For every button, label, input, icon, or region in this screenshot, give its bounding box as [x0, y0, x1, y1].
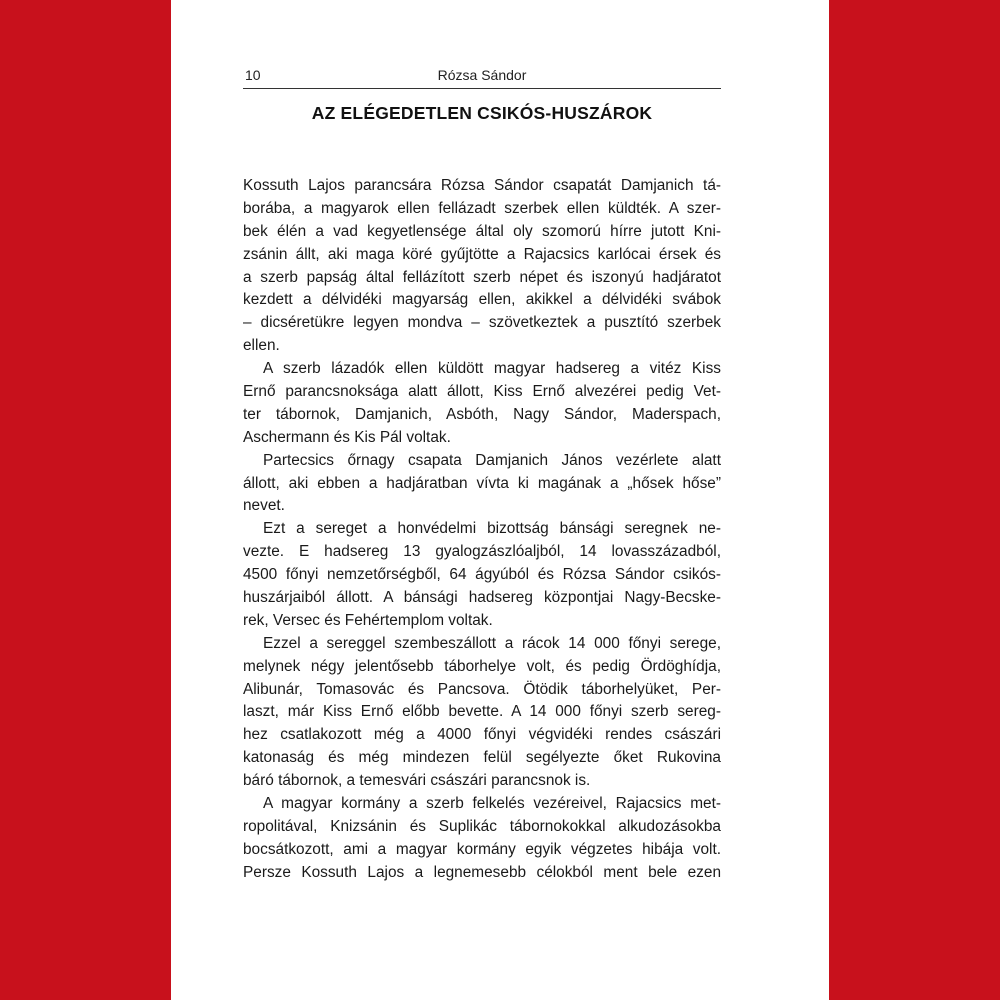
text-line: Ezzel a sereggel szembeszállott a rácok 14 000 főnyi serege, [263, 634, 721, 652]
text-line: melynek négy jelentősebb táborhelye volt, és pedig Ördöghídja, [243, 657, 721, 675]
body-text [243, 175, 721, 885]
text-line: Partecsics őrnagy csapata Damjanich János vezérlete alatt [263, 451, 721, 469]
text-line: ropolitával, Knizsánin és Suplikác tábornokokkal alkudozásokba [243, 817, 721, 835]
text-line: vezte. E hadsereg 13 gyalogzászlóaljból, 14 lovasszázadból, [243, 543, 721, 561]
book-page [171, 0, 829, 1000]
chapter-title: AZ ELÉGEDETLEN CSIKÓS-HUSZÁROK [311, 103, 653, 123]
text-line: állott, aki ebben a hadjáratban vívta ki magának a „hősek hőse” [243, 474, 721, 492]
text-line: bek élén a vad kegyetlensége által oly szomorú hírre jutott Kni- [243, 222, 721, 240]
text-line: ellen. [243, 337, 280, 355]
running-header [243, 66, 721, 89]
text-line: Aschermann és Kis Pál voltak. [243, 428, 451, 446]
text-line: Alibunár, Tomasovác és Pancsova. Ötödik táborhelyüket, Per- [243, 680, 721, 698]
text-line: a szerb papság által fellázított szerb népet és iszonyú hadjáratot [243, 268, 721, 286]
text-line: hez csatlakozott még a 4000 főnyi végvidéki rendes császári [243, 726, 721, 744]
text-line: Ernő parancsnoksága alatt állott, Kiss Ernő alvezérei pedig Vet- [243, 383, 721, 401]
text-line: kezdett a délvidéki magyarság ellen, akikkel a délvidéki svábok [243, 291, 721, 309]
text-line: Persze Kossuth Lajos a legnemesebb célokból ment bele ezen [243, 863, 721, 881]
text-line: Ezt a sereget a honvédelmi bizottság bánsági seregnek ne- [263, 520, 721, 538]
text-line: ter tábornok, Damjanich, Asbóth, Nagy Sándor, Maderspach, [243, 405, 721, 423]
text-line: zsánin állt, aki maga köré gyűjtötte a Rajacsics karlócai érsek és [243, 245, 721, 263]
running-title: Rózsa Sándor [437, 67, 527, 83]
text-line: báró tábornok, a temesvári császári parancsnok is. [243, 772, 591, 790]
text-line: huszárjaiból állott. A bánsági hadsereg központjai Nagy-Becske- [243, 589, 721, 607]
text-line: Kossuth Lajos parancsára Rózsa Sándor csapatát Damjanich tá- [243, 177, 721, 194]
text-line: A szerb lázadók ellen küldött magyar hadsereg a vitéz Kiss [263, 360, 721, 378]
text-line: nevet. [243, 497, 285, 515]
text-line: katonaság és még mindezen felül segélyezte őket Rukovina [243, 749, 721, 767]
text-line: borába, a magyarok ellen fellázadt szerbek ellen küldték. A szer- [243, 199, 721, 217]
text-line: rek, Versec és Fehértemplom voltak. [243, 611, 493, 629]
text-line: 4500 főnyi nemzetőrségből, 64 ágyúból és Rózsa Sándor csikós- [243, 566, 721, 584]
text-line: A magyar kormány a szerb felkelés vezéreivel, Rajacsics met- [263, 795, 721, 813]
text-line: laszt, már Kiss Ernő előbb bevette. A 14 000 főnyi szerb sereg- [243, 703, 721, 721]
page-number: 10 [245, 67, 261, 83]
text-line: – dicséretükre legyen mondva – szövetkeztek a pusztító szerbek [243, 314, 721, 332]
text-line: bocsátkozott, ami a magyar kormány egyik végzetes hibája volt. [243, 840, 721, 858]
